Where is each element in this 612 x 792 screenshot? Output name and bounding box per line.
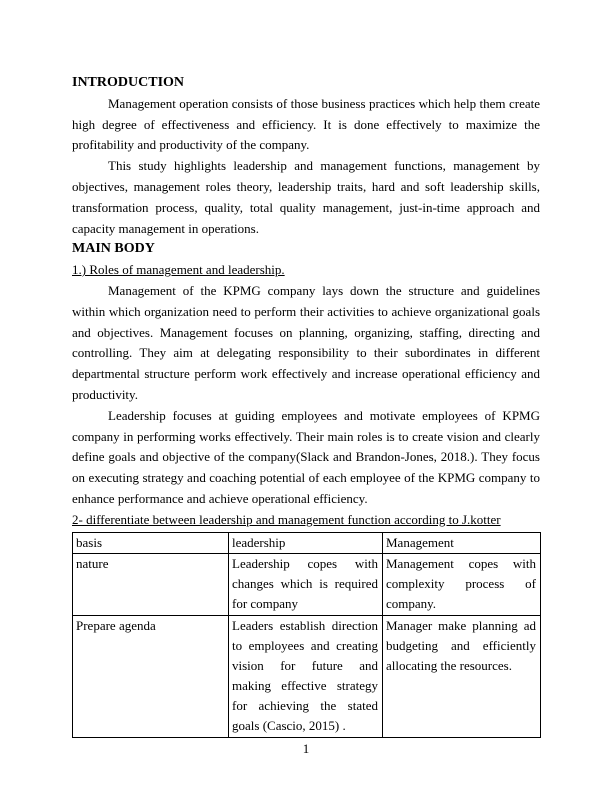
table-header-row <box>73 532 541 554</box>
table-header-leadership: leadership <box>229 532 383 554</box>
table-header-management: Management <box>383 532 541 554</box>
table-row <box>73 616 541 737</box>
table-header-basis: basis <box>73 532 229 554</box>
intro-paragraph-1: Management operation consists of those business practices which help them create high degree of effectiveness and efficiency. It is done effectively to maximize the profitability and productivity of the company. <box>72 95 540 153</box>
table-cell-management: Manager make planning ad budgeting and efficiently allocating the resources. <box>383 616 541 737</box>
table-cell-leadership: Leaders establish direction to employees and creating vision for future and making effective strategy for achieving the stated goals (Cascio, 2015) . <box>229 616 383 737</box>
table-cell-basis: Prepare agenda <box>73 616 229 737</box>
differentiate-subheading: 2- differentiate between leadership and management function according to J.kotter <box>72 511 501 527</box>
table-row <box>73 554 541 616</box>
page-number: 1 <box>302 740 310 756</box>
table-cell-management: Management copes with complexity process of company. <box>383 554 541 616</box>
comparison-table <box>72 532 541 738</box>
leadership-paragraph: Leadership focuses at guiding employees and motivate employees of KPMG company in performing works effectively. Their main roles is to create vision and clearly define goals and objective of the company(Slack and Brandon-Jones, 2018.). They focus on executing strategy and coaching potential of each employee of the KPMG company to enhance performance and achieve operational efficiency. <box>72 407 540 506</box>
management-paragraph: Management of the KPMG company lays down the structure and guidelines within which organization need to perform their activities to achieve organizational goals and objectives. Management focuses on planning, organizing, staffing, directing and controlling. They aim at delegating responsibility to their subordinates in different departmental structure perform work effectively and increase operational efficiency and productivity. <box>72 282 540 402</box>
table-cell-basis: nature <box>73 554 229 616</box>
intro-paragraph-2: This study highlights leadership and management functions, management by objectives, management roles theory, leadership traits, hard and soft leadership skills, transformation process, quality, total quality management, just-in-time approach and capacity management in operations. <box>72 158 540 236</box>
main-body-heading: MAIN BODY <box>72 241 155 257</box>
introduction-heading: INTRODUCTION <box>72 75 185 90</box>
roles-subheading: 1.) Roles of management and leadership. <box>72 262 285 278</box>
table-cell-leadership: Leadership copes with changes which is required for company <box>229 554 383 616</box>
page-content <box>72 73 540 757</box>
